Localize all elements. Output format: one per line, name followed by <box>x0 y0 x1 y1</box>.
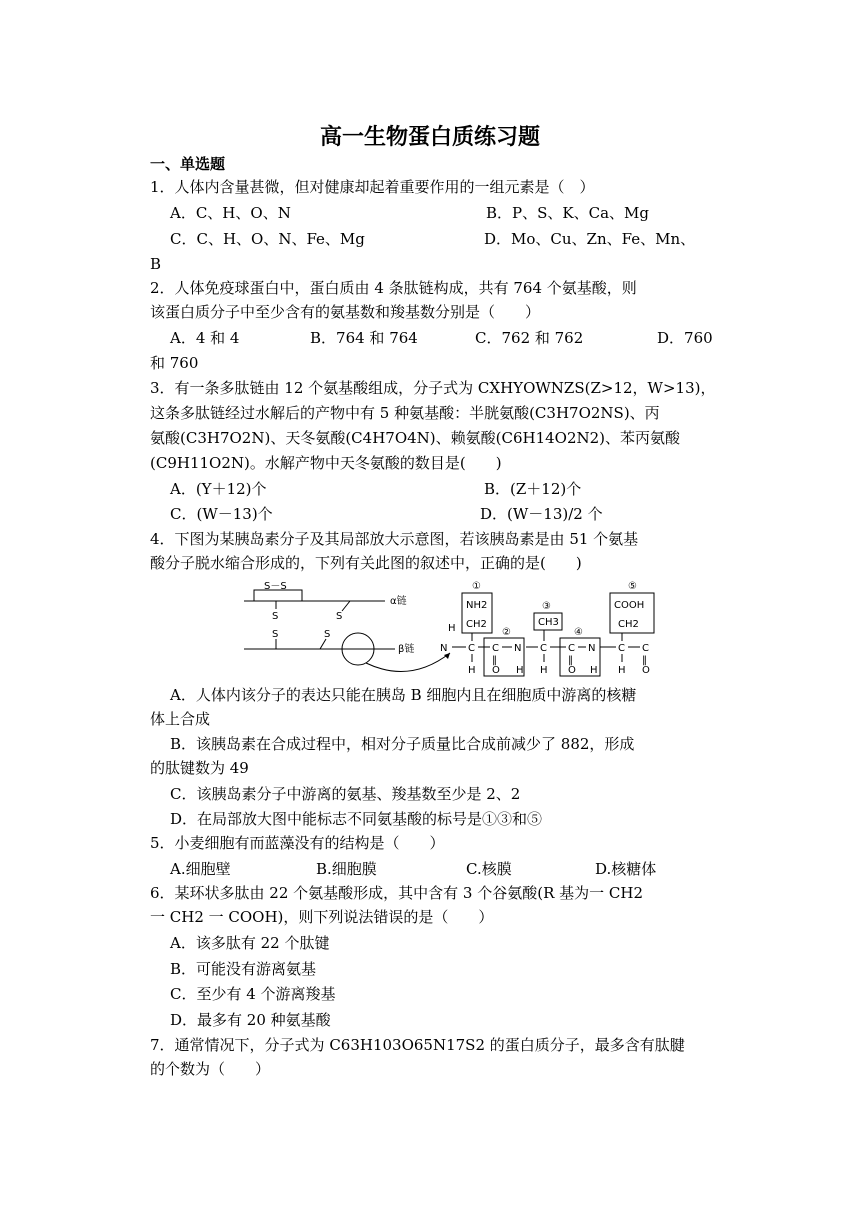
backbone-c5: C <box>618 643 625 654</box>
q3-stem-line1: 3．有一条多肽链由 12 个氨基酸组成，分子式为 CXHYOWNZS(Z>12，W>13)， <box>150 379 716 397</box>
diagram-s-3: S <box>336 611 343 622</box>
backbone-h-top: H <box>448 623 456 634</box>
backbone-n2: N <box>514 643 522 654</box>
q7-stem-line2: 的个数为（ ） <box>150 1060 271 1078</box>
q1-option-c: C．C、H、O、N、Fe、Mg <box>170 230 365 248</box>
q2-option-a: A．4 和 4 <box>170 329 240 347</box>
insulin-diagram <box>240 579 660 679</box>
q4-stem-line1: 4．下图为某胰岛素分子及其局部放大示意图，若该胰岛素是由 51 个氨基 <box>150 530 639 548</box>
q2-option-d-cont: 和 760 <box>150 354 199 372</box>
backbone-c3: C <box>540 643 547 654</box>
ch2-group-1: CH2 <box>466 619 487 630</box>
q1-option-d-cont: B <box>150 255 162 273</box>
section-heading: 一、单选题 <box>150 155 226 173</box>
ch3-group: CH3 <box>538 617 559 628</box>
ch2-group-2: CH2 <box>618 619 639 630</box>
label-1: ① <box>472 581 481 592</box>
q5-option-d: D.核糖体 <box>595 860 657 878</box>
backbone-c4: C <box>568 643 575 654</box>
alpha-chain-label: α链 <box>390 596 407 607</box>
q4-option-d: D．在局部放大图中能标志不同氨基酸的标号是①③和⑤ <box>170 810 543 828</box>
q2-option-b: B．764 和 764 <box>310 329 418 347</box>
dbl-2: ‖ <box>568 655 573 666</box>
q2-stem-line1: 2．人体免疫球蛋白中，蛋白质由 4 条肽链构成，共有 764 个氨基酸，则 <box>150 279 637 297</box>
q1-option-b: B．P、S、K、Ca、Mg <box>486 204 649 222</box>
q3-option-d: D．(W－13)/2 个 <box>480 505 603 523</box>
label-3: ③ <box>542 601 551 612</box>
dbl-3: ‖ <box>642 655 647 666</box>
q5-option-b: B.细胞膜 <box>316 860 377 878</box>
q2-option-c: C．762 和 762 <box>475 329 584 347</box>
q6-stem-line2: 一 CH2 一 COOH)，则下列说法错误的是（ ） <box>150 908 494 926</box>
cooh-group: COOH <box>614 600 645 611</box>
page-title: 高一生物蛋白质练习题 <box>319 125 540 150</box>
backbone-c2: C <box>492 643 499 654</box>
label-4: ④ <box>574 627 583 638</box>
beta-chain-label: β链 <box>398 644 415 655</box>
diagram-s-1: S <box>272 611 279 622</box>
q1-option-d: D．Mo、Cu、Zn、Fe、Mn、 <box>484 230 696 248</box>
sub-h-2: H <box>516 665 524 676</box>
dbl-1: ‖ <box>492 655 497 666</box>
sub-h-4: H <box>590 665 598 676</box>
sub-h-5: H <box>618 665 626 676</box>
sub-o-1: O <box>492 665 500 676</box>
backbone-n1: N <box>440 643 448 654</box>
diagram-ss-label: S－S <box>264 581 287 592</box>
q6-option-b: B．可能没有游离氨基 <box>170 960 317 978</box>
sub-o-2: O <box>568 665 576 676</box>
q3-stem-line3: 氨酸(C3H7O2N)、天冬氨酸(C4H7O4N)、赖氨酸(C6H14O2N2)、苯丙氨酸 <box>150 429 681 447</box>
q6-stem-line1: 6．某环状多肽由 22 个氨基酸形成，其中含有 3 个谷氨酸(R 基为一 CH2 <box>150 884 644 902</box>
q7-stem-line1: 7．通常情况下，分子式为 C63H103O65N17S2 的蛋白质分子，最多含有肽腱 <box>150 1036 685 1054</box>
q5-stem: 5．小麦细胞有而蓝藻没有的结构是（ ） <box>150 834 445 852</box>
q3-option-c: C．(W－13)个 <box>170 505 273 523</box>
backbone-c1: C <box>468 643 475 654</box>
q4-option-b-line1: B．该胰岛素在合成过程中，相对分子质量比合成前减少了 882，形成 <box>170 735 635 753</box>
q6-option-a: A．该多肽有 22 个肽键 <box>170 934 330 952</box>
q4-option-a-line1: A．人体内该分子的表达只能在胰岛 B 细胞内且在细胞质中游离的核糖 <box>170 686 637 704</box>
q2-stem-line2: 该蛋白质分子中至少含有的氨基数和羧基数分别是（ ） <box>150 303 541 321</box>
label-5: ⑤ <box>628 581 637 592</box>
q2-option-d: D．760 <box>657 329 713 347</box>
backbone-c6: C <box>642 643 649 654</box>
label-2: ② <box>502 627 511 638</box>
diagram-s-4: S <box>324 629 331 640</box>
sub-h-3: H <box>540 665 548 676</box>
q5-option-a: A.细胞壁 <box>170 860 231 878</box>
q5-option-c: C.核膜 <box>466 860 512 878</box>
q4-stem-line2: 酸分子脱水缩合形成的，下列有关此图的叙述中，正确的是( ) <box>150 554 582 572</box>
sub-h-1: H <box>468 665 476 676</box>
q1-stem: 1．人体内含量甚微，但对健康却起着重要作用的一组元素是（ ） <box>150 178 595 196</box>
q3-option-a: A．(Y＋12)个 <box>170 480 267 498</box>
q4-option-b-line2: 的肽键数为 49 <box>150 759 249 777</box>
sub-o-3: O <box>642 665 650 676</box>
q3-option-b: B．(Z＋12)个 <box>484 480 582 498</box>
nh2-group: NH2 <box>466 600 488 611</box>
q3-stem-line2: 这条多肽链经过水解后的产物中有 5 种氨基酸：半胱氨酸(C3H7O2NS)、丙 <box>150 404 660 422</box>
q4-option-a-line2: 体上合成 <box>150 710 211 728</box>
q6-option-d: D．最多有 20 种氨基酸 <box>170 1011 331 1029</box>
diagram-s-2: S <box>272 629 279 640</box>
q1-option-a: A．C、H、O、N <box>170 204 291 222</box>
q3-stem-line4: (C9H11O2N)。水解产物中天冬氨酸的数目是( ) <box>150 454 502 472</box>
backbone-n3: N <box>588 643 596 654</box>
q6-option-c: C．至少有 4 个游离羧基 <box>170 985 336 1003</box>
q4-option-c: C．该胰岛素分子中游离的氨基、羧基数至少是 2、2 <box>170 785 521 803</box>
